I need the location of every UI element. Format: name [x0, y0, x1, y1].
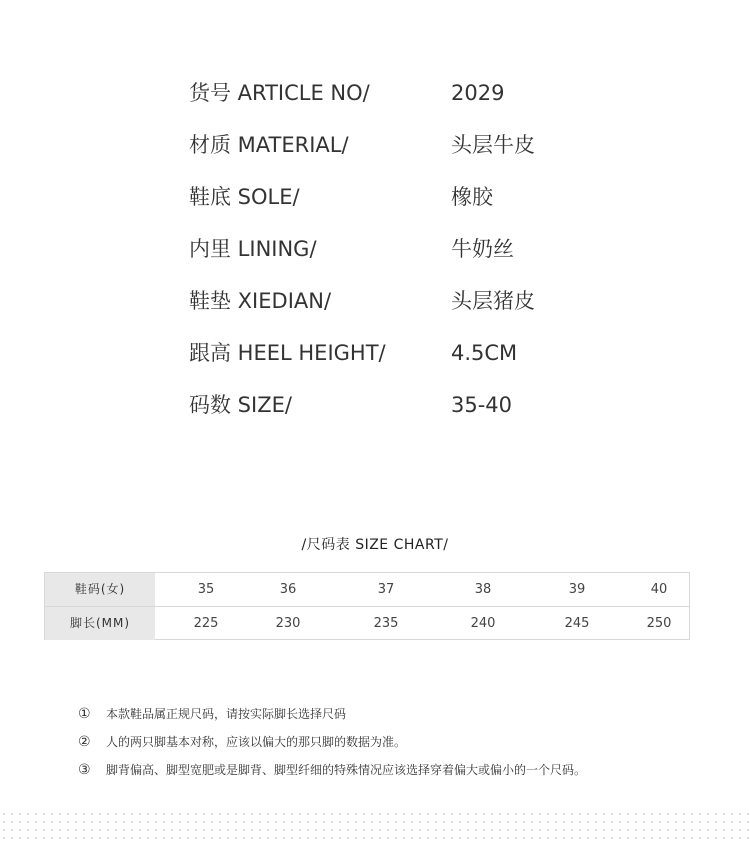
spec-row-heel-height — [0, 338, 750, 368]
table-cell: 250 — [646, 616, 672, 631]
table-cell: 35 — [197, 582, 215, 597]
spec-row-material — [0, 130, 750, 160]
note-text: 脚背偏高、脚型宽肥或是脚背、脚型纤细的特殊情况应该选择穿着偏大或偏小的一个尺码。 — [106, 763, 587, 777]
table-cell: 245 — [564, 616, 590, 631]
table-row-shoe-size — [45, 573, 689, 607]
note-text: 人的两只脚基本对称，应该以偏大的那只脚的数据为准。 — [106, 735, 407, 749]
spec-value: 头层牛皮 — [451, 133, 535, 157]
size-chart-title: /尺码表 SIZE CHART/ — [301, 537, 449, 553]
spec-row-insole — [0, 286, 750, 316]
row-header: 鞋码(女) — [45, 573, 155, 606]
spec-value: 4.5CM — [451, 341, 518, 365]
spec-row-lining — [0, 234, 750, 264]
size-chart-table — [44, 572, 690, 640]
spec-row-article — [0, 78, 750, 108]
table-cell: 39 — [568, 582, 586, 597]
spec-value: 35-40 — [451, 393, 513, 417]
table-cell: 36 — [279, 582, 297, 597]
table-row-foot-length — [45, 607, 689, 640]
spec-label: 内里 LINING/ — [189, 237, 317, 261]
spec-label: 鞋底 SOLE/ — [189, 185, 300, 209]
spec-value: 2029 — [451, 81, 505, 105]
table-cell: 230 — [275, 616, 301, 631]
spec-value: 头层猪皮 — [451, 289, 535, 313]
table-cell: 38 — [474, 582, 492, 597]
table-cell: 37 — [377, 582, 395, 597]
note-number: ① — [78, 706, 91, 722]
dotted-divider — [0, 810, 750, 841]
table-cell: 235 — [373, 616, 399, 631]
table-cell: 40 — [650, 582, 668, 597]
spec-value: 橡胶 — [451, 185, 493, 209]
row-header: 脚长(MM) — [45, 607, 155, 640]
spec-label: 码数 SIZE/ — [189, 393, 292, 417]
note-number: ③ — [78, 762, 91, 778]
spec-label: 货号 ARTICLE NO/ — [189, 81, 370, 105]
spec-label: 材质 MATERIAL/ — [189, 133, 349, 157]
spec-value: 牛奶丝 — [451, 237, 514, 261]
table-cell: 225 — [193, 616, 219, 631]
spec-row-size — [0, 390, 750, 420]
spec-label: 鞋垫 XIEDIAN/ — [189, 289, 332, 313]
spec-label: 跟高 HEEL HEIGHT/ — [189, 341, 386, 365]
note-text: 本款鞋品属正规尺码，请按实际脚长选择尺码 — [106, 707, 347, 721]
table-cell: 240 — [470, 616, 496, 631]
note-number: ② — [78, 734, 91, 750]
spec-row-sole — [0, 182, 750, 212]
